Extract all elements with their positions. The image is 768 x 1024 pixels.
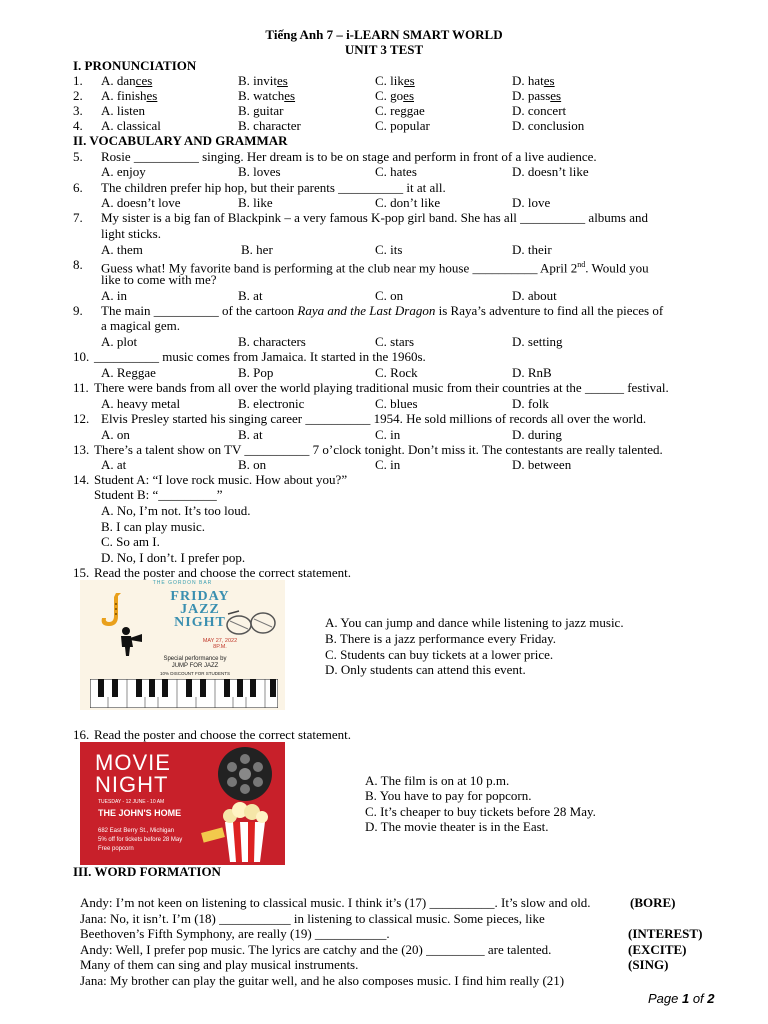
film-reel-popcorn-icon	[200, 744, 282, 864]
poster-venue: THE GORDON BAR	[152, 580, 213, 586]
poster-title: FRIDAY JAZZ NIGHT	[170, 589, 230, 630]
question-text: The main __________ of the cartoon Raya and the Last Dragon is Raya’s adventure to find all the pieces of	[101, 303, 664, 318]
word-form-20: (SING)	[628, 957, 669, 972]
question-text: The children prefer hip hop, but their parents __________ it at all.	[101, 180, 446, 195]
option-a: A. Reggae	[101, 365, 156, 380]
option-a: A. You can jump and dance while listening to jazz music.	[325, 615, 624, 630]
option-d: D. between	[512, 457, 572, 472]
option-b: B. You have to pay for popcorn.	[365, 788, 532, 803]
option-a: A. doesn’t love	[101, 195, 181, 210]
option-a: A. at	[101, 457, 127, 472]
piano-keys-icon	[90, 679, 278, 708]
option-b: B. loves	[238, 164, 281, 179]
question-text: Read the poster and choose the correct statement.	[94, 565, 352, 580]
section-heading-pronunciation: I. PRONUNCIATION	[73, 58, 197, 73]
poster-venue: THE JOHN'S HOME	[98, 808, 182, 818]
jazz-poster	[80, 580, 285, 710]
option-c: C. So am I.	[101, 534, 160, 549]
option-d: D. conclusion	[512, 118, 585, 133]
option-c: C. It’s cheaper to buy tickets before 28 May.	[365, 804, 596, 819]
option-b: B. watches	[238, 88, 296, 103]
option-c: C. hates	[375, 164, 417, 179]
option-b: B. I can play music.	[101, 519, 205, 534]
poster-date: TUESDAY - 12 JUNE - 10 AM	[98, 799, 165, 805]
page-subtitle: UNIT 3 TEST	[344, 42, 424, 57]
poster-details: 682 East Berry St., Michigan 5% off for tickets before 28 May Free popcorn	[98, 828, 183, 852]
word-form-19: (EXCITE)	[628, 942, 687, 957]
option-a: A. The film is on at 10 p.m.	[365, 773, 510, 788]
option-d: D. The movie theater is in the East.	[365, 819, 549, 834]
drums-icon	[225, 610, 280, 640]
poster-date: MAY 27, 2022 8P.M.	[202, 638, 238, 650]
poster-details: Special performance by JUMP FOR JAZZ 10% DISCOUNT FOR STUDENTS	[160, 656, 230, 676]
option-c: C. its	[375, 242, 403, 257]
question-text-cont: a magical gem.	[101, 318, 181, 333]
option-c: C. blues	[375, 396, 418, 411]
word-form-18: (INTEREST)	[628, 926, 703, 941]
option-d: D. setting	[512, 334, 563, 349]
option-d: D. No, I don’t. I prefer pop.	[101, 550, 246, 565]
question-text: Student A: “I love rock music. How about you?”	[94, 472, 348, 487]
option-c: C. Students can buy tickets at a lower price.	[325, 647, 554, 662]
question-text-cont: like to come with me?	[101, 272, 217, 287]
option-b: B. her	[241, 242, 273, 257]
option-a: A. heavy metal	[101, 396, 181, 411]
option-d: D. hates	[512, 73, 555, 88]
option-a: A. finishes	[101, 88, 158, 103]
option-b: B. on	[238, 457, 267, 472]
option-c: C. reggae	[375, 103, 425, 118]
option-a: A. in	[101, 288, 127, 303]
option-c: C. in	[375, 427, 401, 442]
option-a: A. on	[101, 427, 130, 442]
question-text: Read the poster and choose the correct statement.	[94, 727, 352, 742]
dialogue-line: Jana: No, it isn’t. I’m (18) ___________ in listening to classical music. Some pieces, like	[80, 911, 545, 926]
option-d: D. RnB	[512, 365, 552, 380]
option-a: A. No, I’m not. It’s too loud.	[101, 503, 251, 518]
option-b: B. at	[238, 427, 263, 442]
question-text: There’s a talent show on TV __________ 7 o’clock tonight. Don’t miss it. The contestants are really talented.	[94, 442, 663, 457]
option-b: B. There is a jazz performance every Friday.	[325, 631, 557, 646]
option-c: C. stars	[375, 334, 414, 349]
option-c: C. Rock	[375, 365, 418, 380]
option-c: C. likes	[375, 73, 415, 88]
dialogue-line: Jana: My brother can play the guitar well, and he also composes music. I find him really (21)	[80, 973, 565, 988]
question-text-cont: light sticks.	[101, 226, 161, 241]
option-d: D. doesn’t like	[512, 164, 589, 179]
option-b: B. invites	[238, 73, 288, 88]
question-text: __________ music comes from Jamaica. It started in the 1960s.	[94, 349, 426, 364]
dialogue-line: Andy: I’m not keen on listening to classical music. I think it’s (17) __________. It’s slow and old.	[80, 895, 591, 910]
question-text: Elvis Presley started his singing career __________ 1954. He sold millions of records all over the world.	[101, 411, 647, 426]
option-a: A. enjoy	[101, 164, 146, 179]
option-d: D. during	[512, 427, 562, 442]
section-heading-word-formation: III. WORD FORMATION	[73, 864, 221, 879]
option-a: A. plot	[101, 334, 138, 349]
option-b: B. like	[238, 195, 273, 210]
option-c: C. on	[375, 288, 404, 303]
question-text: Rosie __________ singing. Her dream is to be on stage and perform in front of a live audience.	[101, 149, 597, 164]
dialogue-line: Beethoven’s Fifth Symphony, are really (19) ___________.	[80, 926, 390, 941]
option-d: D. their	[512, 242, 552, 257]
option-b: B. at	[238, 288, 263, 303]
question-text: There were bands from all over the world playing traditional music from their countries at the ______ festival.	[94, 380, 669, 395]
poster-movie-title: MOVIE NIGHT	[95, 750, 171, 797]
question-text: My sister is a big fan of Blackpink – a very famous K-pop girl band. She has all __________ albums and	[101, 210, 648, 225]
option-b: B. character	[238, 118, 301, 133]
option-c: C. goes	[375, 88, 415, 103]
option-c: C. in	[375, 457, 401, 472]
option-c: C. don’t like	[375, 195, 441, 210]
option-b: B. guitar	[238, 103, 284, 118]
dialogue-line: Andy: Well, I prefer pop music. The lyrics are catchy and the (20) _________ are talented.	[80, 942, 552, 957]
option-a: A. listen	[101, 103, 146, 118]
option-d: D. passes	[512, 88, 562, 103]
option-b: B. characters	[238, 334, 306, 349]
option-b: B. Pop	[238, 365, 274, 380]
option-a: A. them	[101, 242, 143, 257]
question-text-cont: Student B: “_________”	[94, 487, 223, 502]
option-d: D. folk	[512, 396, 549, 411]
option-d: D. love	[512, 195, 551, 210]
option-a: A. dances	[101, 73, 153, 88]
option-d: D. Only students can attend this event.	[325, 662, 526, 677]
option-d: D. about	[512, 288, 557, 303]
option-b: B. electronic	[238, 396, 305, 411]
section-heading-vocabulary: II. VOCABULARY AND GRAMMAR	[73, 133, 288, 148]
question-text: Guess what! My favorite band is performing at the club near my house __________ April 2nd. Would you	[101, 260, 649, 276]
option-c: C. popular	[375, 118, 430, 133]
saxophone-icon	[94, 590, 130, 630]
page-title: Tiếng Anh 7 – i-LEARN SMART WORLD	[265, 27, 503, 42]
word-form-17: (BORE)	[630, 895, 676, 910]
option-a: A. classical	[101, 118, 161, 133]
trumpet-player-icon	[116, 625, 144, 657]
dialogue-line: Many of them can sing and play musical instruments.	[80, 957, 359, 972]
page-number: Page 1 of 2	[648, 991, 715, 1006]
movie-poster	[80, 742, 285, 865]
option-d: D. concert	[512, 103, 567, 118]
